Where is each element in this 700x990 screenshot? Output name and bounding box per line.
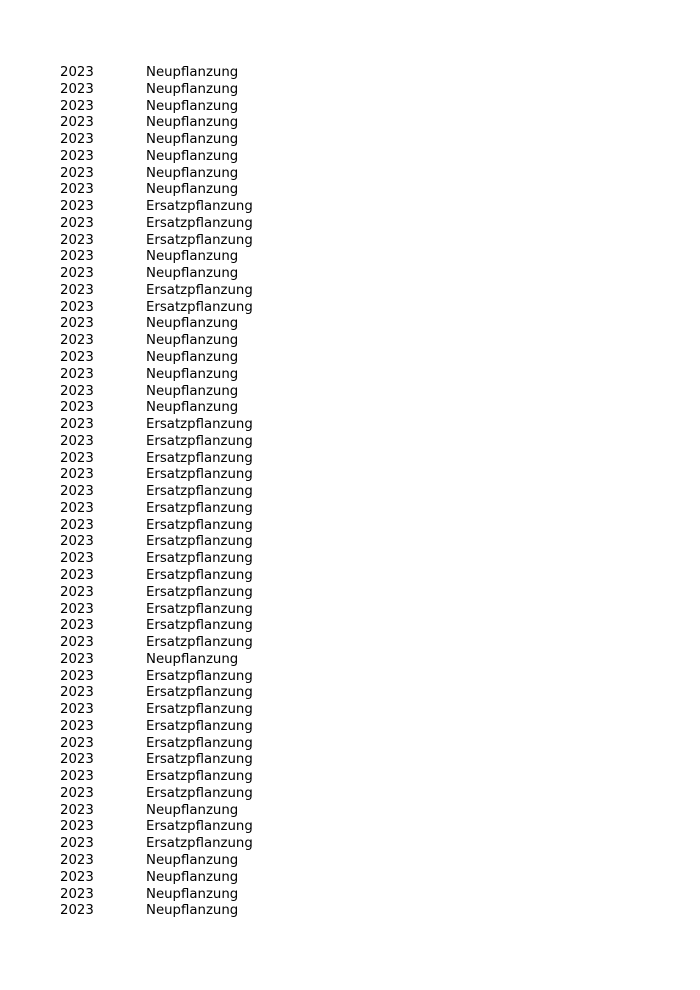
planting-type-cell: Ersatzpflanzung bbox=[146, 215, 253, 231]
table-row bbox=[0, 534, 700, 551]
planting-type-cell: Ersatzpflanzung bbox=[146, 769, 253, 785]
table-row bbox=[0, 652, 700, 669]
year-cell: 2023 bbox=[60, 98, 94, 114]
year-cell: 2023 bbox=[60, 282, 94, 298]
table-row bbox=[0, 518, 700, 535]
planting-type-cell: Neupflanzung bbox=[146, 81, 239, 97]
planting-type-cell: Ersatzpflanzung bbox=[146, 819, 253, 835]
planting-type-cell: Ersatzpflanzung bbox=[146, 433, 253, 449]
year-cell: 2023 bbox=[60, 903, 94, 919]
year-cell: 2023 bbox=[60, 366, 94, 382]
table-row bbox=[0, 182, 700, 199]
year-cell: 2023 bbox=[60, 299, 94, 315]
table-row bbox=[0, 249, 700, 266]
planting-type-cell: Ersatzpflanzung bbox=[146, 735, 253, 751]
table-row bbox=[0, 417, 700, 434]
table-row bbox=[0, 635, 700, 652]
planting-type-cell: Neupflanzung bbox=[146, 869, 239, 885]
table-row bbox=[0, 132, 700, 149]
year-cell: 2023 bbox=[60, 718, 94, 734]
table-row bbox=[0, 283, 700, 300]
planting-type-cell: Neupflanzung bbox=[146, 333, 239, 349]
planting-type-cell: Neupflanzung bbox=[146, 266, 239, 282]
year-cell: 2023 bbox=[60, 534, 94, 550]
year-cell: 2023 bbox=[60, 266, 94, 282]
planting-type-cell: Ersatzpflanzung bbox=[146, 534, 253, 550]
planting-type-cell: Ersatzpflanzung bbox=[146, 500, 253, 516]
year-cell: 2023 bbox=[60, 215, 94, 231]
year-cell: 2023 bbox=[60, 836, 94, 852]
planting-type-cell: Neupflanzung bbox=[146, 903, 239, 919]
year-cell: 2023 bbox=[60, 232, 94, 248]
year-cell: 2023 bbox=[60, 752, 94, 768]
year-cell: 2023 bbox=[60, 852, 94, 868]
table-row bbox=[0, 350, 700, 367]
table-row bbox=[0, 451, 700, 468]
planting-type-cell: Neupflanzung bbox=[146, 249, 239, 265]
year-cell: 2023 bbox=[60, 601, 94, 617]
table-row bbox=[0, 400, 700, 417]
table-row bbox=[0, 786, 700, 803]
table-row bbox=[0, 602, 700, 619]
planting-type-cell: Ersatzpflanzung bbox=[146, 232, 253, 248]
table-row bbox=[0, 585, 700, 602]
table-row bbox=[0, 618, 700, 635]
table-row bbox=[0, 384, 700, 401]
planting-type-cell: Neupflanzung bbox=[146, 802, 239, 818]
year-cell: 2023 bbox=[60, 635, 94, 651]
planting-type-cell: Ersatzpflanzung bbox=[146, 685, 253, 701]
planting-type-cell: Ersatzpflanzung bbox=[146, 752, 253, 768]
year-cell: 2023 bbox=[60, 735, 94, 751]
planting-type-cell: Neupflanzung bbox=[146, 165, 239, 181]
planting-type-cell: Neupflanzung bbox=[146, 400, 239, 416]
year-cell: 2023 bbox=[60, 702, 94, 718]
table-row bbox=[0, 903, 700, 920]
table-row bbox=[0, 803, 700, 820]
table-row bbox=[0, 484, 700, 501]
table-row bbox=[0, 719, 700, 736]
table-row bbox=[0, 568, 700, 585]
planting-type-cell: Neupflanzung bbox=[146, 98, 239, 114]
year-cell: 2023 bbox=[60, 350, 94, 366]
year-cell: 2023 bbox=[60, 651, 94, 667]
year-cell: 2023 bbox=[60, 802, 94, 818]
planting-type-cell: Neupflanzung bbox=[146, 366, 239, 382]
year-cell: 2023 bbox=[60, 81, 94, 97]
table-row bbox=[0, 333, 700, 350]
year-cell: 2023 bbox=[60, 551, 94, 567]
table-row bbox=[0, 216, 700, 233]
planting-type-cell: Ersatzpflanzung bbox=[146, 282, 253, 298]
year-cell: 2023 bbox=[60, 484, 94, 500]
planting-type-cell: Neupflanzung bbox=[146, 148, 239, 164]
planting-type-cell: Ersatzpflanzung bbox=[146, 601, 253, 617]
table-row bbox=[0, 65, 700, 82]
year-cell: 2023 bbox=[60, 517, 94, 533]
planting-type-cell: Neupflanzung bbox=[146, 886, 239, 902]
year-cell: 2023 bbox=[60, 584, 94, 600]
planting-type-cell: Ersatzpflanzung bbox=[146, 517, 253, 533]
year-cell: 2023 bbox=[60, 165, 94, 181]
table-row bbox=[0, 736, 700, 753]
year-cell: 2023 bbox=[60, 769, 94, 785]
table-row bbox=[0, 82, 700, 99]
year-cell: 2023 bbox=[60, 685, 94, 701]
year-cell: 2023 bbox=[60, 433, 94, 449]
planting-type-cell: Ersatzpflanzung bbox=[146, 718, 253, 734]
planting-type-cell: Ersatzpflanzung bbox=[146, 484, 253, 500]
year-cell: 2023 bbox=[60, 668, 94, 684]
table-row bbox=[0, 199, 700, 216]
year-cell: 2023 bbox=[60, 567, 94, 583]
planting-table bbox=[0, 65, 700, 920]
table-row bbox=[0, 685, 700, 702]
table-row bbox=[0, 166, 700, 183]
table-row bbox=[0, 149, 700, 166]
table-row bbox=[0, 551, 700, 568]
planting-type-cell: Neupflanzung bbox=[146, 65, 239, 80]
table-row bbox=[0, 115, 700, 132]
planting-type-cell: Ersatzpflanzung bbox=[146, 635, 253, 651]
planting-type-cell: Ersatzpflanzung bbox=[146, 417, 253, 433]
year-cell: 2023 bbox=[60, 819, 94, 835]
table-row bbox=[0, 819, 700, 836]
planting-type-cell: Neupflanzung bbox=[146, 350, 239, 366]
table-row bbox=[0, 853, 700, 870]
year-cell: 2023 bbox=[60, 618, 94, 634]
year-cell: 2023 bbox=[60, 450, 94, 466]
table-row bbox=[0, 99, 700, 116]
year-cell: 2023 bbox=[60, 785, 94, 801]
year-cell: 2023 bbox=[60, 199, 94, 215]
year-cell: 2023 bbox=[60, 132, 94, 148]
table-row bbox=[0, 467, 700, 484]
planting-type-cell: Neupflanzung bbox=[146, 316, 239, 332]
planting-type-cell: Ersatzpflanzung bbox=[146, 551, 253, 567]
planting-type-cell: Ersatzpflanzung bbox=[146, 618, 253, 634]
planting-type-cell: Ersatzpflanzung bbox=[146, 450, 253, 466]
table-row bbox=[0, 316, 700, 333]
table-row bbox=[0, 367, 700, 384]
planting-type-cell: Neupflanzung bbox=[146, 852, 239, 868]
year-cell: 2023 bbox=[60, 869, 94, 885]
year-cell: 2023 bbox=[60, 500, 94, 516]
table-row bbox=[0, 501, 700, 518]
table-row bbox=[0, 233, 700, 250]
planting-type-cell: Neupflanzung bbox=[146, 651, 239, 667]
planting-type-cell: Ersatzpflanzung bbox=[146, 702, 253, 718]
year-cell: 2023 bbox=[60, 886, 94, 902]
year-cell: 2023 bbox=[60, 333, 94, 349]
year-cell: 2023 bbox=[60, 115, 94, 131]
planting-type-cell: Neupflanzung bbox=[146, 182, 239, 198]
year-cell: 2023 bbox=[60, 65, 94, 80]
table-row bbox=[0, 752, 700, 769]
planting-type-cell: Ersatzpflanzung bbox=[146, 785, 253, 801]
table-row bbox=[0, 434, 700, 451]
year-cell: 2023 bbox=[60, 316, 94, 332]
table-row bbox=[0, 702, 700, 719]
year-cell: 2023 bbox=[60, 148, 94, 164]
planting-type-cell: Ersatzpflanzung bbox=[146, 467, 253, 483]
year-cell: 2023 bbox=[60, 467, 94, 483]
table-row bbox=[0, 769, 700, 786]
planting-type-cell: Ersatzpflanzung bbox=[146, 199, 253, 215]
year-cell: 2023 bbox=[60, 400, 94, 416]
table-row bbox=[0, 887, 700, 904]
planting-type-cell: Ersatzpflanzung bbox=[146, 836, 253, 852]
planting-type-cell: Ersatzpflanzung bbox=[146, 299, 253, 315]
table-row bbox=[0, 266, 700, 283]
table-row bbox=[0, 836, 700, 853]
table-row bbox=[0, 300, 700, 317]
planting-type-cell: Ersatzpflanzung bbox=[146, 567, 253, 583]
year-cell: 2023 bbox=[60, 417, 94, 433]
table-row bbox=[0, 669, 700, 686]
year-cell: 2023 bbox=[60, 383, 94, 399]
planting-type-cell: Neupflanzung bbox=[146, 132, 239, 148]
table-row bbox=[0, 870, 700, 887]
planting-type-cell: Ersatzpflanzung bbox=[146, 584, 253, 600]
planting-type-cell: Neupflanzung bbox=[146, 115, 239, 131]
year-cell: 2023 bbox=[60, 249, 94, 265]
year-cell: 2023 bbox=[60, 182, 94, 198]
planting-type-cell: Ersatzpflanzung bbox=[146, 668, 253, 684]
planting-type-cell: Neupflanzung bbox=[146, 383, 239, 399]
